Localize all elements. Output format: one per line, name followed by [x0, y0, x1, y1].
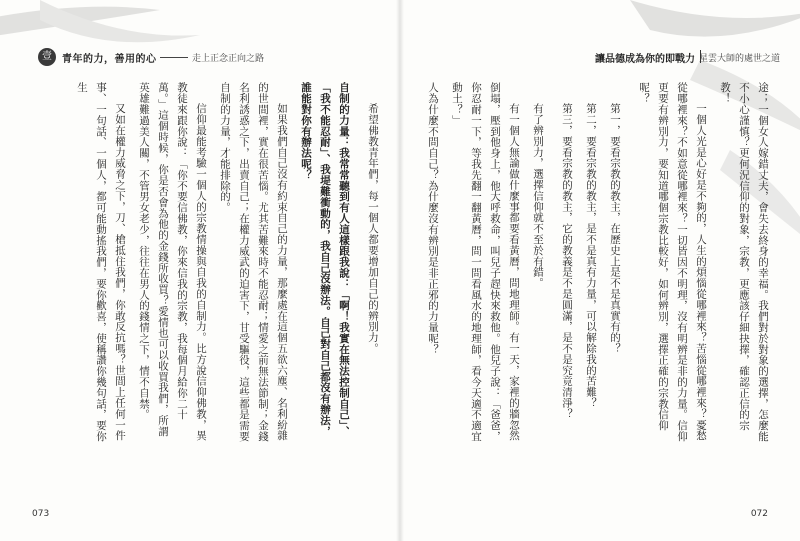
- paragraph: 希望佛教青年們，每一個人都要增加自己的辨別力。: [367, 103, 379, 354]
- running-head-title: 青年的力，善用的心: [62, 54, 157, 65]
- paragraph: 人為什麼不問自己？為什麼沒有辨別是非正邪的力量呢？: [427, 82, 439, 355]
- chapter-badge: 壹: [38, 48, 56, 66]
- criterion-2: 第二，要看宗教的教主，是不是真有力量，可以解除我的苦難？: [585, 103, 597, 409]
- paragraph: 信仰最能考驗一個人的宗教情操與自我的自制力。比方說信仰佛教，異教徒來跟你說：「你不要信佛教，你來信我的宗教，我每個月給你二十萬。」這個時候，你是否會為他的金錢所收買？愛情也可以收買我們，所謂英雄難過美人關，不管男女老少，往往在男人的錢情之下，情不自禁。: [138, 82, 207, 441]
- paragraph: 有一個人無論做什麼事都要看黃曆，問地理師。有一天，家裡的牆忽然倒塌，壓到他身上，他大呼救命，叫兒子趕快來救他。他兒子說：「爸爸，你忍耐一下，等我先翻一翻黃曆，問一問看風水的地理師，看今天適不適宜動土？」: [451, 82, 520, 442]
- running-head-divider: [160, 57, 188, 58]
- paragraph: 一個人光是心好是不夠的，人生的煩惱從哪裡來？苦惱從哪裡來？憂愁從哪裡來？不如意從哪裡來？一切皆因不明理，沒有明辨是非的力量。信仰更要有辨別力，要知道哪個宗教比較好，如何辨別，選擇正確的宗教信仰呢？: [638, 82, 707, 442]
- section-paragraph: 自制的力量：我常常聽到有人這樣跟我說：「啊！我實在無法控制自己」、「我不能忍耐」、我堤難衝動的，我自己沒辦法。自己對自己都沒有辦法，誰能對你有辦法呢？: [300, 82, 350, 437]
- running-head-subtitle: 星雲大師的處世之道: [698, 54, 780, 64]
- paragraph: 又如在權力威脅之下，刀、槍抵住我們，你敢反抗嗎？世間上任何一件事、一句話、一個人，都可能動搖我們，要你歡喜，使稱讚你幾句話，要你生: [76, 82, 126, 442]
- paragraph: 如果我們自己沒有約束自己的力量，那麼處在這個五欲六塵、名利紛雜的世間裡，實在很苦惱。尤其苦難來時不能忍耐；情愛之前無法節制；金錢名利誘惑之下，出賣自己；在權力威武的迫害下，甘受驅役，這些都是需要自制的力量，才能排除的。: [219, 82, 288, 442]
- page-number-right: 072: [750, 509, 768, 519]
- running-head-title: 讓品德成為你的即戰力: [595, 54, 695, 65]
- running-head-subtitle: 走上正念正向之路: [192, 54, 265, 64]
- page-number-left: 073: [32, 509, 50, 519]
- book-gutter: [396, 0, 404, 541]
- paragraph: 途；一個女人嫁錯丈夫，會失去終身的幸福。我們對於對象的選擇，怎麼能不小心謹慎？更何況信仰的對象，宗教，更應該仔細抉擇，確認正信的宗教！: [719, 82, 769, 442]
- criterion-3: 第三，要看宗教的教主，它的教義是不是圓滿，是不是究竟清淨？: [561, 103, 573, 420]
- left-page-body: [16, 82, 382, 442]
- criterion-1: 第一，要看宗教的教主，在歷史上是不是真實有的？: [609, 103, 621, 354]
- paragraph: 有了辨別力，選擇信仰就不至於有錯。: [532, 103, 544, 289]
- right-page-body: [417, 82, 772, 442]
